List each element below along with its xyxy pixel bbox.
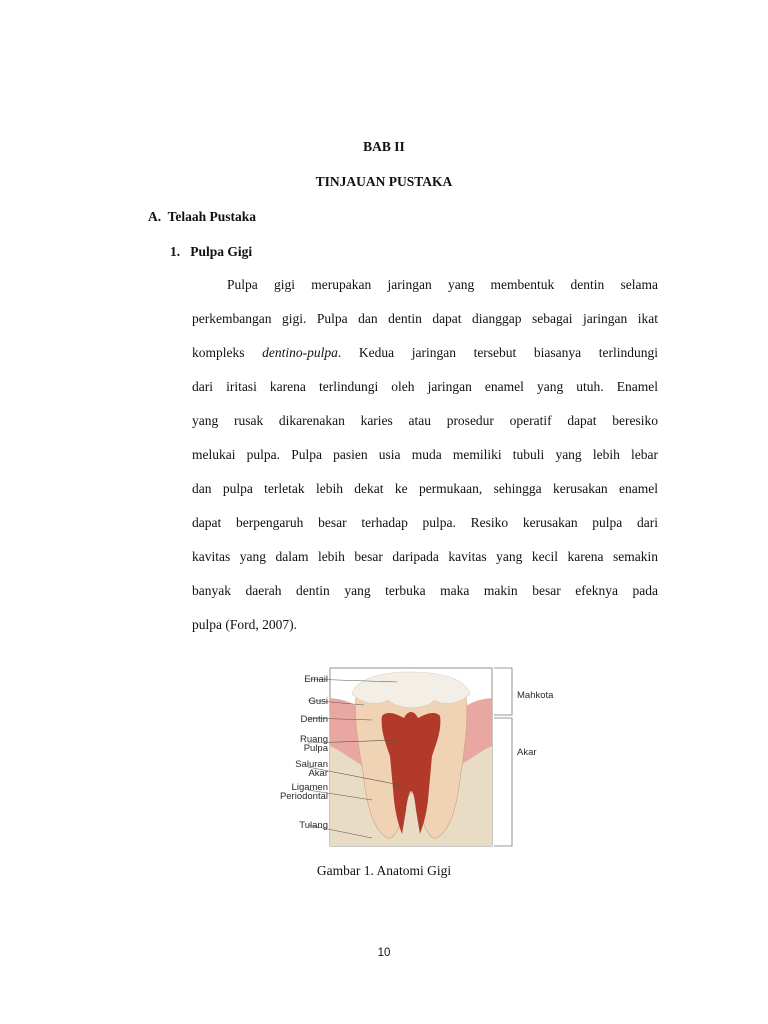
figure-caption: Gambar 1. Anatomi Gigi xyxy=(316,863,452,878)
paragraph-line: kavitas yang dalam lebih besar daripada kavitas yang kecil karena semakin xyxy=(192,549,658,564)
paragraph-line: perkembangan gigi. Pulpa dan dentin dapat dianggap sebagai jaringan ikat xyxy=(192,311,658,326)
label-ligamen-periodontal: Ligamen Periodontal xyxy=(279,782,328,802)
section-heading: A. Telaah Pustaka xyxy=(148,209,257,224)
paragraph-line: dapat berpengaruh besar terhadap pulpa. Resiko kerusakan pulpa dari xyxy=(192,515,658,530)
label-ruang-pulpa: Ruang Pulpa xyxy=(300,734,328,754)
label-saluran-akar: Saluran Akar xyxy=(295,759,328,779)
page-number: 10 xyxy=(377,947,391,959)
label-gusi: Gusi xyxy=(308,696,328,707)
paragraph-line: yang rusak dikarenakan karies atau prosedur operatif dapat beresiko xyxy=(192,413,658,428)
paragraph-line: dan pulpa terletak lebih dekat ke permukaan, sehingga kerusakan enamel xyxy=(192,481,658,496)
label-tulang: Tulang xyxy=(299,820,328,831)
paragraph-line: banyak daerah dentin yang terbuka maka makin besar efeknya pada xyxy=(192,583,658,598)
paragraph-line: Pulpa gigi merupakan jaringan yang membentuk dentin selama xyxy=(227,277,658,292)
italic-term: dentino-pulpa xyxy=(262,345,338,360)
tooth-anatomy-figure xyxy=(222,660,578,850)
label-mahkota: Mahkota xyxy=(517,690,554,701)
chapter-number: BAB II xyxy=(363,139,405,154)
root-bracket xyxy=(494,718,512,846)
paragraph-line: pulpa (Ford, 2007). xyxy=(192,617,297,632)
paragraph-line: melukai pulpa. Pulpa pasien usia muda memiliki tubuli yang lebih lebar xyxy=(192,447,658,462)
label-email: Email xyxy=(304,674,328,685)
crown-bracket xyxy=(494,668,512,715)
subsection-heading: 1. Pulpa Gigi xyxy=(170,244,253,259)
paragraph-line: dari iritasi karena terlindungi oleh jaringan enamel yang utuh. Enamel xyxy=(192,379,658,394)
chapter-title: TINJAUAN PUSTAKA xyxy=(315,174,453,189)
label-dentin: Dentin xyxy=(300,714,328,725)
paragraph-line: kompleks dentino-pulpa. Kedua jaringan tersebut biasanya terlindungi xyxy=(192,345,659,360)
label-akar: Akar xyxy=(517,747,537,758)
